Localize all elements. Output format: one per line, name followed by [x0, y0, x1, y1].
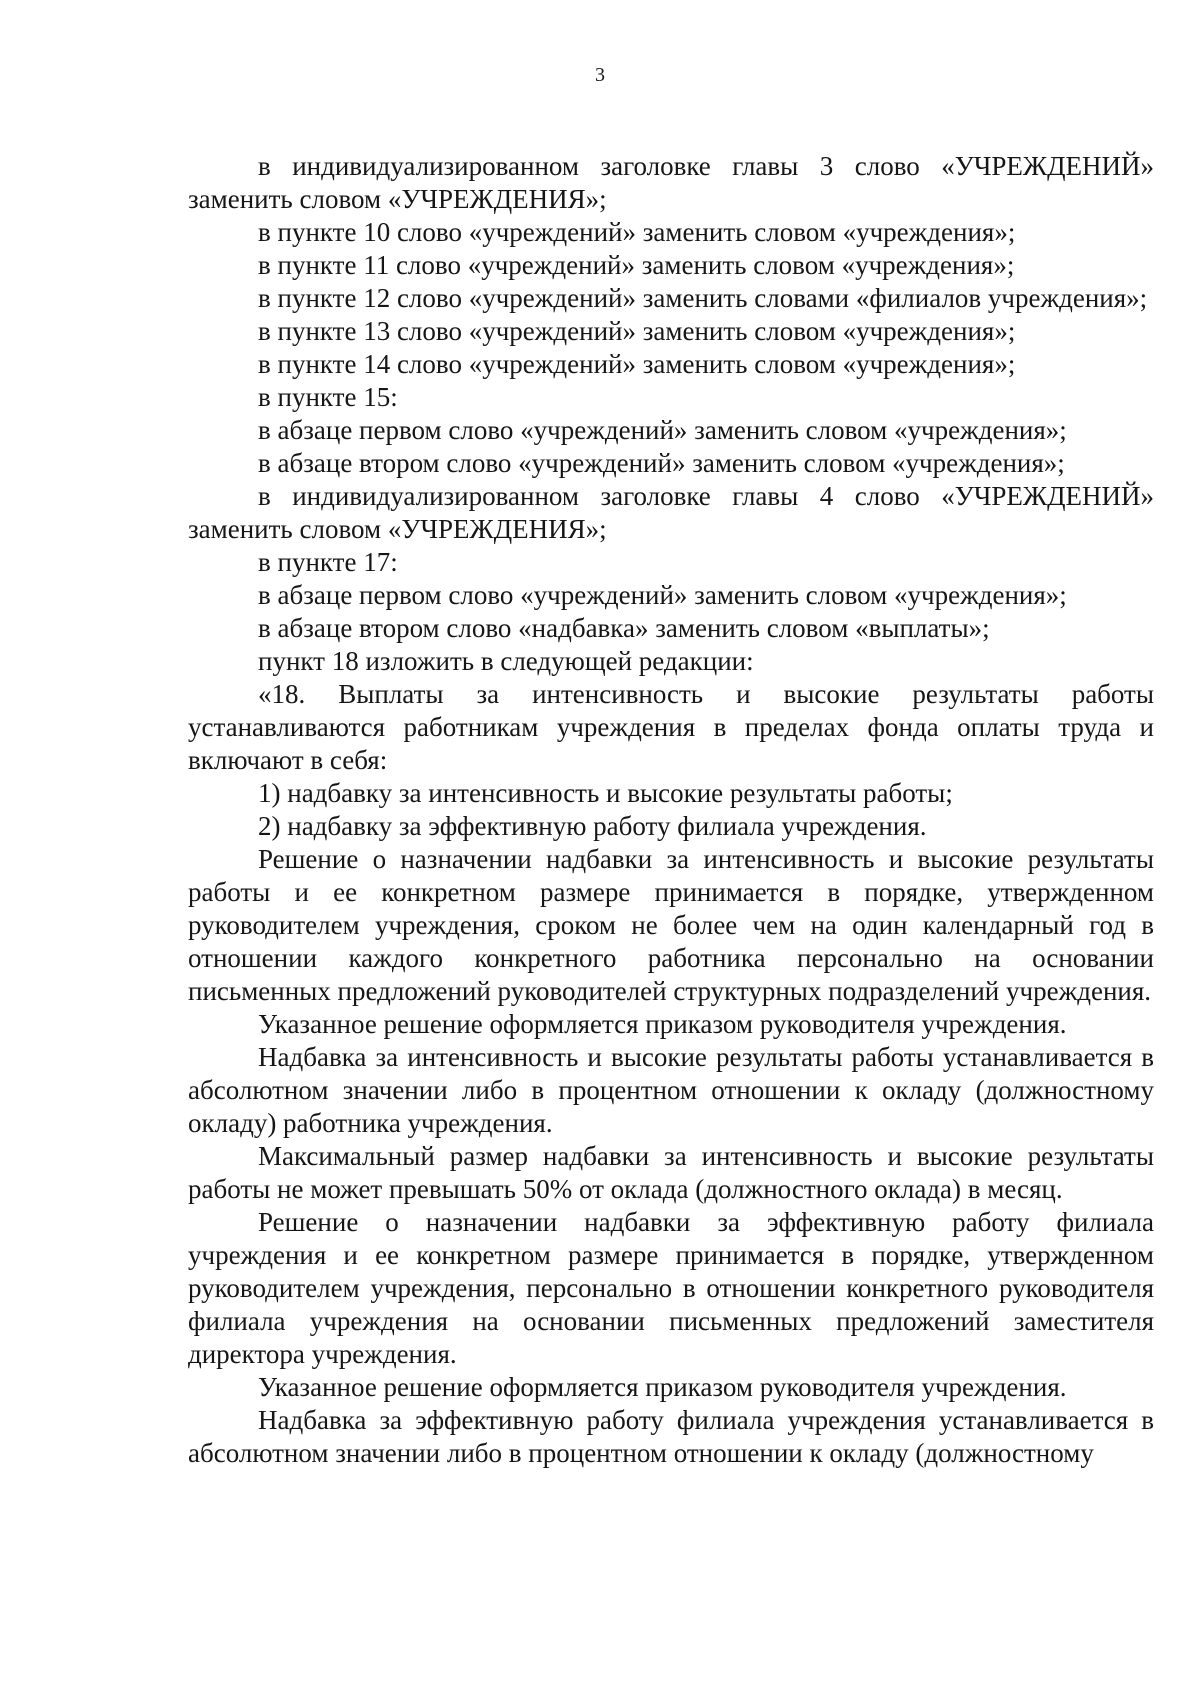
paragraph: в пункте 15: [258, 382, 398, 412]
paragraph: Надбавка за интенсивность и высокие результаты работы устанавливается в абсолютном значении либо в процентном отношении к окладу (должностному окладу) работника учреждения. [188, 1042, 1154, 1138]
page-number: 3 [595, 64, 605, 86]
paragraph: в абзаце втором слово «надбавка» заменить словом «выплаты»; [258, 613, 990, 643]
paragraph: в абзаце первом слово «учреждений» заменить словом «учреждения»; [258, 415, 1067, 445]
paragraph: Максимальный размер надбавки за интенсивность и высокие результаты работы не может превышать 50% от оклада (должностного оклада) в месяц. [188, 1141, 1154, 1204]
paragraph: в пункте 13 слово «учреждений» заменить словом «учреждения»; [258, 316, 1016, 346]
paragraph: в абзаце первом слово «учреждений» заменить словом «учреждения»; [258, 580, 1067, 610]
paragraph: «18. Выплаты за интенсивность и высокие результаты работы устанавливаются работникам учреждения в пределах фонда оплаты труда и включают в себя: [188, 679, 1154, 775]
paragraph: Надбавка за эффективную работу филиала учреждения устанавливается в абсолютном значении либо в процентном отношении к окладу (должностному [188, 1405, 1154, 1468]
paragraph: Указанное решение оформляется приказом руководителя учреждения. [258, 1372, 1067, 1402]
paragraph: в пункте 12 слово «учреждений» заменить словами «филиалов учреждения»; [258, 283, 1148, 313]
paragraph: Решение о назначении надбавки за интенсивность и высокие результаты работы и ее конкретном размере принимается в порядке, утвержденном руководителем учреждения, сроком не более чем на один календарный год в отношении каждого конкретного работника персонально на основании письменных предложений руководителей структурных подразделений учреждения. [188, 844, 1154, 1006]
paragraph: в пункте 10 слово «учреждений» заменить словом «учреждения»; [258, 217, 1016, 247]
paragraph: Указанное решение оформляется приказом руководителя учреждения. [258, 1009, 1067, 1039]
paragraph: Решение о назначении надбавки за эффективную работу филиала учреждения и ее конкретном размере принимается в порядке, утвержденном руководителем учреждения, персонально в отношении конкретного руководителя филиала учреждения на основании письменных предложений заместителя директора учреждения. [188, 1207, 1154, 1369]
paragraph: в пункте 14 слово «учреждений» заменить словом «учреждения»; [258, 349, 1016, 379]
paragraph: в пункте 17: [258, 547, 398, 577]
list-item: 1) надбавку за интенсивность и высокие результаты работы; [258, 778, 953, 808]
paragraph: в пункте 11 слово «учреждений» заменить словом «учреждения»; [258, 250, 1015, 280]
list-item: 2) надбавку за эффективную работу филиала учреждения. [258, 811, 927, 841]
paragraph: в индивидуализированном заголовке главы 4 слово «УЧРЕЖДЕНИЙ» заменить словом «УЧРЕЖДЕНИЯ»; [188, 481, 1154, 544]
paragraph: в абзаце втором слово «учреждений» заменить словом «учреждения»; [258, 448, 1065, 478]
document-body [188, 150, 1154, 1470]
paragraph: в индивидуализированном заголовке главы 3 слово «УЧРЕЖДЕНИЙ» заменить словом «УЧРЕЖДЕНИЯ»; [188, 151, 1154, 214]
paragraph: пункт 18 изложить в следующей редакции: [258, 646, 754, 676]
